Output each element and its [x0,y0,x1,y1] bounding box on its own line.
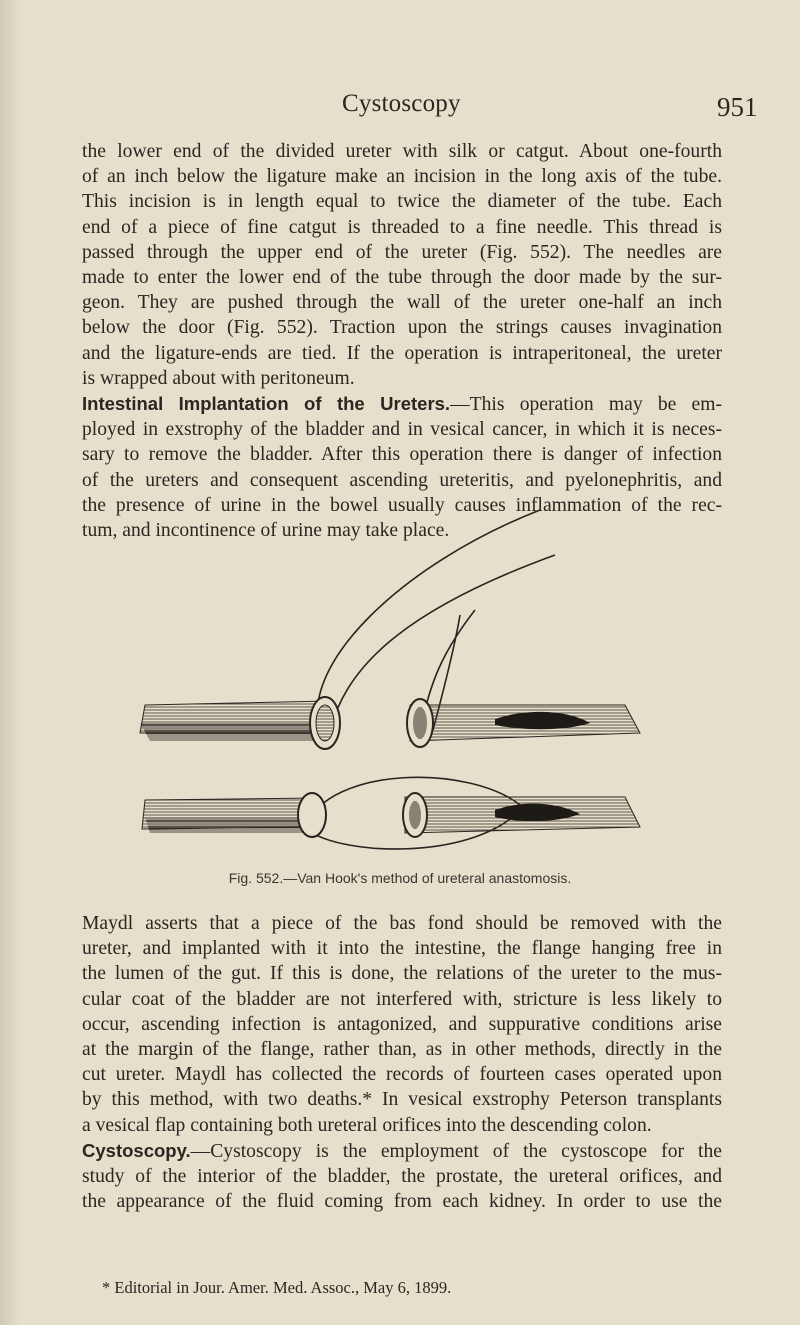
ureteral-anastomosis-illustration [0,505,800,855]
text-line: is wrapped about with peritoneum. [82,367,355,389]
text-line: end of a piece of fine catgut is threaded to a fine needle. This thread is [82,216,722,238]
figure-caption: Fig. 552.—Van Hook's method of ureteral anastomosis. [228,870,572,886]
needle-threads-upper [317,510,555,730]
text-line: a vesical flap containing both ureteral orifices into the descending colon. [82,1114,652,1136]
text-line: ployed in exstrophy of the bladder and in vesical cancer, in which it is neces- [82,419,722,441]
text-line: Maydl asserts that a piece of the bas fond should be removed with the [82,913,722,934]
footnote: * Editorial in Jour. Amer. Med. Assoc., May 6, 1899. [102,1278,452,1297]
right-ureter-segment-lower [403,793,640,837]
heading-continuation: —This operation may be em- [450,394,722,415]
text-line [82,1138,722,1164]
right-ureter-segment-upper [407,699,640,747]
text-line: geon. They are pushed through the wall of the ureter one-half an inch [82,292,722,314]
left-ureter-segment-lower [142,793,326,837]
text-line: the presence of urine in the bowel usually causes inflammation of the rec- [82,494,722,516]
text-line: made to enter the lower end of the tube through the door made by the sur- [82,267,722,289]
figure-552 [0,505,800,855]
text-line: occur, ascending infection is antagonized, and suppurative conditions arise [82,1013,722,1035]
text-line: This incision is in length equal to twice the diameter of the tube. Each [82,191,722,213]
left-ureter-segment-upper [140,697,340,749]
text-line: study of the interior of the bladder, the prostate, the ureteral orifices, and [82,1166,722,1188]
paragraph-ureter-suture [82,139,722,391]
text-line: ureter, and implanted with it into the intestine, the flange hanging free in [82,938,722,960]
page-number: 951 [717,92,758,122]
page-header [0,86,800,126]
text-line: of the ureters and consequent ascending ureteritis, and pyelonephritis, and [82,469,722,491]
section-heading-cystoscopy: Cystoscopy. [82,1140,191,1161]
text-line: by this method, with two deaths.* In vesical exstrophy Peterson transplants [82,1089,722,1111]
section-heading-intestinal-implantation: Intestinal Implantation of the Ureters. [82,393,451,414]
text-line: the lower end of the divided ureter with silk or catgut. About one-fourth [82,141,722,162]
text-line: tum, and incontinence of urine may take place. [82,520,450,542]
heading-continuation: —Cystoscopy is the employment of the cystoscope for the [190,1141,722,1162]
running-title: Cystoscopy [342,90,461,117]
text-line: at the margin of the flange, rather than, as in other methods, directly in the [82,1039,722,1061]
paragraph-cystoscopy [82,1138,722,1215]
text-line: the lumen of the gut. If this is done, the relations of the ureter to the mus- [82,963,722,985]
text-line: below the door (Fig. 552). Traction upon the strings causes invagination [82,317,722,339]
text-line: sary to remove the bladder. After this operation there is danger of infection [82,444,722,466]
text-line: and the ligature-ends are tied. If the operation is intraperitoneal, the ureter [82,342,722,364]
text-line: passed through the upper end of the ureter (Fig. 552). The needles are [82,241,722,263]
text-line: cular coat of the bladder are not interfered with, stricture is less likely to [82,988,722,1010]
paragraph-maydl [82,911,722,1138]
text-line [82,391,722,417]
text-line: of an inch below the ligature make an incision in the long axis of the tube. [82,166,722,188]
text-line: cut ureter. Maydl has collected the records of fourteen cases operated upon [82,1064,722,1086]
text-line: the appearance of the fluid coming from each kidney. In order to use the [82,1191,722,1213]
